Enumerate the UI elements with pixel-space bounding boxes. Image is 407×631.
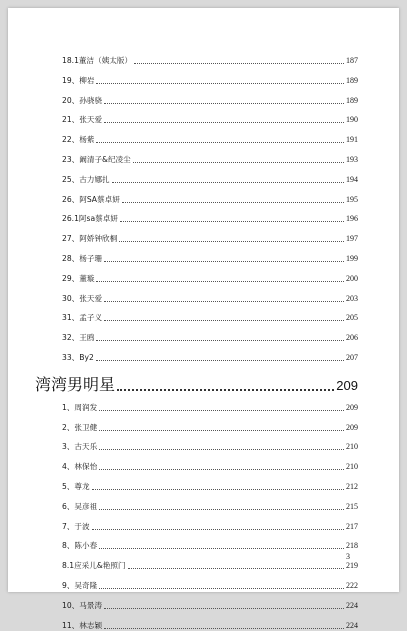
- toc-entry[interactable]: [62, 131, 358, 145]
- toc-entry-label: 33、By2: [62, 353, 94, 362]
- toc-entry-label: 26.1阿sa蔡卓妍: [62, 214, 118, 224]
- dot-leader: [128, 568, 344, 569]
- dot-leader: [96, 360, 344, 361]
- toc-entry-page: 205: [346, 313, 358, 323]
- toc-entry[interactable]: [62, 72, 358, 86]
- toc-entry-page: 222: [346, 581, 358, 590]
- toc-entry-page: 210: [346, 462, 358, 472]
- dot-leader: [104, 628, 344, 629]
- toc-entry-label: 32、王鸥: [62, 333, 95, 343]
- toc-entry[interactable]: [62, 210, 358, 224]
- dot-leader: [104, 103, 344, 104]
- toc-entry-page: 191: [346, 135, 358, 145]
- toc-entry[interactable]: [62, 171, 358, 185]
- toc-entry-page: 209: [346, 402, 358, 412]
- toc-entry[interactable]: [62, 309, 358, 323]
- toc-entry-page: 197: [346, 234, 358, 244]
- dot-leader: [92, 489, 344, 490]
- toc-entry[interactable]: [62, 438, 358, 452]
- dot-leader: [119, 241, 344, 242]
- dot-leader: [104, 261, 344, 262]
- toc-entry-label: 28、杨子珊: [62, 254, 103, 263]
- toc-entry-label: 31、孟子义: [62, 313, 103, 323]
- toc-entry-label: 18.1董洁（姨太版）: [62, 56, 133, 65]
- toc-entry-label: 3、古天乐: [62, 442, 98, 452]
- dot-leader: [133, 162, 344, 163]
- toc-entry[interactable]: [62, 518, 358, 532]
- dot-leader: [92, 529, 344, 530]
- toc-entry[interactable]: [62, 151, 358, 165]
- toc-entry-page: 215: [346, 501, 358, 511]
- toc-entry[interactable]: [62, 290, 358, 304]
- toc-entry-label: 11、林志颖: [62, 620, 103, 630]
- toc-entry[interactable]: [62, 617, 358, 631]
- toc-entry-page: 193: [346, 155, 358, 164]
- toc-entry-page: 212: [346, 482, 358, 491]
- toc-entry-label: 30、张天爱: [62, 293, 103, 303]
- toc-entry-page: 206: [346, 333, 358, 343]
- toc-entry-page: 219: [346, 561, 358, 571]
- toc-entry-label: 20、孙骁骁: [62, 95, 103, 105]
- dot-leader: [104, 301, 344, 302]
- toc-entry-page: 210: [346, 442, 358, 452]
- toc-entry-label: 4、林保怡: [62, 462, 98, 472]
- toc-entry-label: 27、阿娇钟欣桐: [62, 234, 118, 244]
- toc-entry[interactable]: [62, 399, 358, 413]
- toc-entry[interactable]: [62, 577, 358, 591]
- toc-entry-page: 199: [346, 254, 358, 263]
- toc-entry-label: 2、张卫健: [62, 422, 98, 432]
- toc-entry-page: 209: [346, 422, 358, 432]
- toc-entry[interactable]: [62, 419, 358, 433]
- dot-leader: [99, 509, 344, 510]
- dot-leader: [112, 182, 344, 183]
- toc-entry-page: 217: [346, 521, 358, 531]
- toc-entry-label: 8、陈小春: [62, 541, 98, 551]
- dot-leader: [104, 320, 344, 321]
- toc-entry-label: 5、尊龙: [62, 482, 90, 491]
- toc-entry-label: 8.1应采儿&艳照门: [62, 561, 126, 571]
- dot-leader: [99, 588, 344, 589]
- toc-entry[interactable]: [62, 458, 358, 472]
- document-page: [8, 8, 399, 630]
- dot-leader: [104, 122, 344, 123]
- toc-entry-page: 196: [346, 214, 358, 224]
- toc-entry[interactable]: [62, 329, 358, 343]
- toc-entry-label: 25、古力娜扎: [62, 174, 110, 184]
- toc-entry-label: 1、周润发: [62, 402, 98, 412]
- toc-entry[interactable]: [62, 92, 358, 106]
- toc-entry[interactable]: [62, 191, 358, 205]
- dot-leader: [99, 548, 344, 549]
- dot-leader: [99, 430, 344, 431]
- toc-entry[interactable]: [62, 537, 358, 551]
- section-title: 湾湾男明星: [35, 374, 116, 394]
- toc-entry-label: 9、吴奇隆: [62, 581, 98, 590]
- toc-entry-page: 190: [346, 115, 358, 125]
- toc-entry-page: 189: [346, 95, 358, 105]
- toc-entry[interactable]: [62, 349, 358, 363]
- toc-entry-label: 6、吴彦祖: [62, 501, 98, 511]
- toc-entry[interactable]: [62, 270, 358, 284]
- toc-entry[interactable]: [62, 557, 358, 571]
- toc-entry-page: 187: [346, 56, 358, 65]
- toc-entry-label: 29、董璇: [62, 273, 95, 283]
- dot-leader: [120, 221, 344, 222]
- dot-leader: [104, 608, 344, 609]
- toc-entry-label: 22、杨紫: [62, 135, 95, 145]
- toc-entry-page: 200: [346, 273, 358, 283]
- toc-entry-page: 224: [346, 620, 358, 630]
- toc-entry[interactable]: [62, 230, 358, 244]
- dot-leader: [99, 410, 344, 411]
- dot-leader: [96, 281, 344, 282]
- toc-entry-label: 10、马景涛: [62, 600, 103, 610]
- toc-entry-page: 203: [346, 293, 358, 303]
- dot-leader: [117, 389, 334, 391]
- toc-entry-label: 23、阚清子&纪凌尘: [62, 155, 131, 164]
- toc-entry-label: 7、于波: [62, 521, 90, 531]
- toc-entry[interactable]: [62, 52, 358, 66]
- toc-entry-page: 207: [346, 353, 358, 362]
- toc-entry[interactable]: [62, 250, 358, 264]
- toc-entry-label: 19、柳岩: [62, 75, 95, 85]
- page-number: 3: [346, 552, 350, 561]
- section-page: 209: [336, 377, 358, 393]
- dot-leader: [96, 340, 344, 341]
- toc-entry-page: 189: [346, 75, 358, 85]
- toc-entry-label: 21、张天爱: [62, 115, 103, 125]
- dot-leader: [96, 83, 344, 84]
- dot-leader: [99, 449, 344, 450]
- toc-entry[interactable]: [62, 597, 358, 611]
- toc-entry-page: 194: [346, 174, 358, 184]
- dot-leader: [122, 202, 344, 203]
- toc-entry[interactable]: [62, 111, 358, 125]
- toc-entry-page: 218: [346, 541, 358, 551]
- toc-entry[interactable]: [62, 498, 358, 512]
- dot-leader: [134, 63, 344, 64]
- toc-entry-page: 195: [346, 194, 358, 204]
- toc-entry-page: 224: [346, 600, 358, 610]
- toc-entry-label: 26、阿SA蔡卓妍: [62, 194, 120, 204]
- dot-leader: [99, 469, 344, 470]
- toc-section-heading[interactable]: [35, 371, 358, 395]
- dot-leader: [96, 142, 344, 143]
- toc-entry[interactable]: [62, 478, 358, 492]
